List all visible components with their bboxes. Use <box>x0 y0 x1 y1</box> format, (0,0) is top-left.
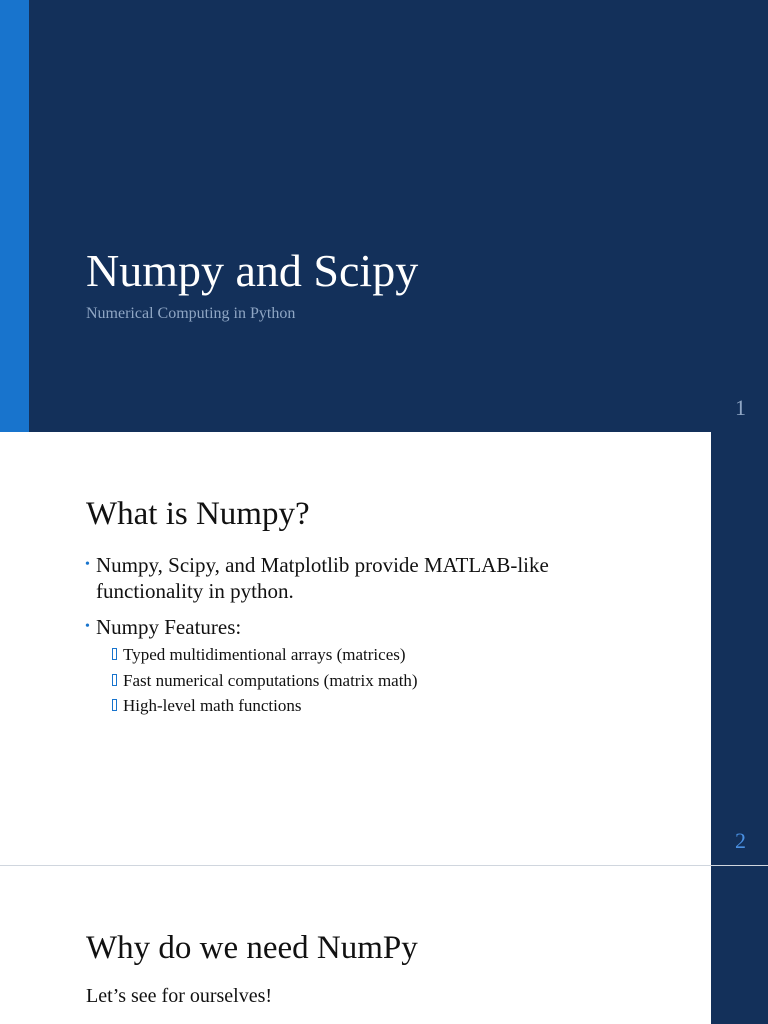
sub-bullet-text: High-level math functions <box>123 696 302 715</box>
slide-subtitle: Numerical Computing in Python <box>86 305 296 322</box>
square-bullet-icon <box>112 674 117 686</box>
sub-bullet-text: Typed multidimentional arrays (matrices) <box>123 645 406 664</box>
side-bar <box>711 432 768 865</box>
slide-why-numpy <box>0 865 768 1024</box>
bullet-dot-icon: • <box>85 619 90 634</box>
bullet-item <box>86 614 646 719</box>
slide-title-text: Numpy and Scipy <box>86 245 419 296</box>
bullet-item <box>86 552 646 604</box>
slide-number: 2 <box>735 828 746 853</box>
slide-title <box>0 0 768 432</box>
sub-bullet-text: Fast numerical computations (matrix math) <box>123 670 418 690</box>
sub-bullet-item <box>112 642 646 668</box>
accent-bar <box>0 0 29 432</box>
square-bullet-icon <box>112 699 117 711</box>
sub-bullet-list <box>112 642 646 719</box>
slide-heading: Why do we need NumPy <box>86 930 418 966</box>
sub-bullet-item <box>112 668 646 694</box>
sub-bullet-item <box>112 693 646 719</box>
bullet-dot-icon: • <box>85 557 90 572</box>
bullet-text: Numpy Features: <box>96 615 242 639</box>
slide-body-text: Let’s see for ourselves! <box>86 985 273 1007</box>
bullet-list <box>86 552 646 729</box>
bullet-text: Numpy, Scipy, and Matplotlib provide MATLAB-like functionality in python. <box>96 553 549 603</box>
slide-heading: What is Numpy? <box>86 496 310 532</box>
slide-what-is-numpy <box>0 432 768 865</box>
side-bar <box>711 866 768 1024</box>
square-bullet-icon <box>112 648 117 660</box>
slide-number: 1 <box>735 395 746 420</box>
